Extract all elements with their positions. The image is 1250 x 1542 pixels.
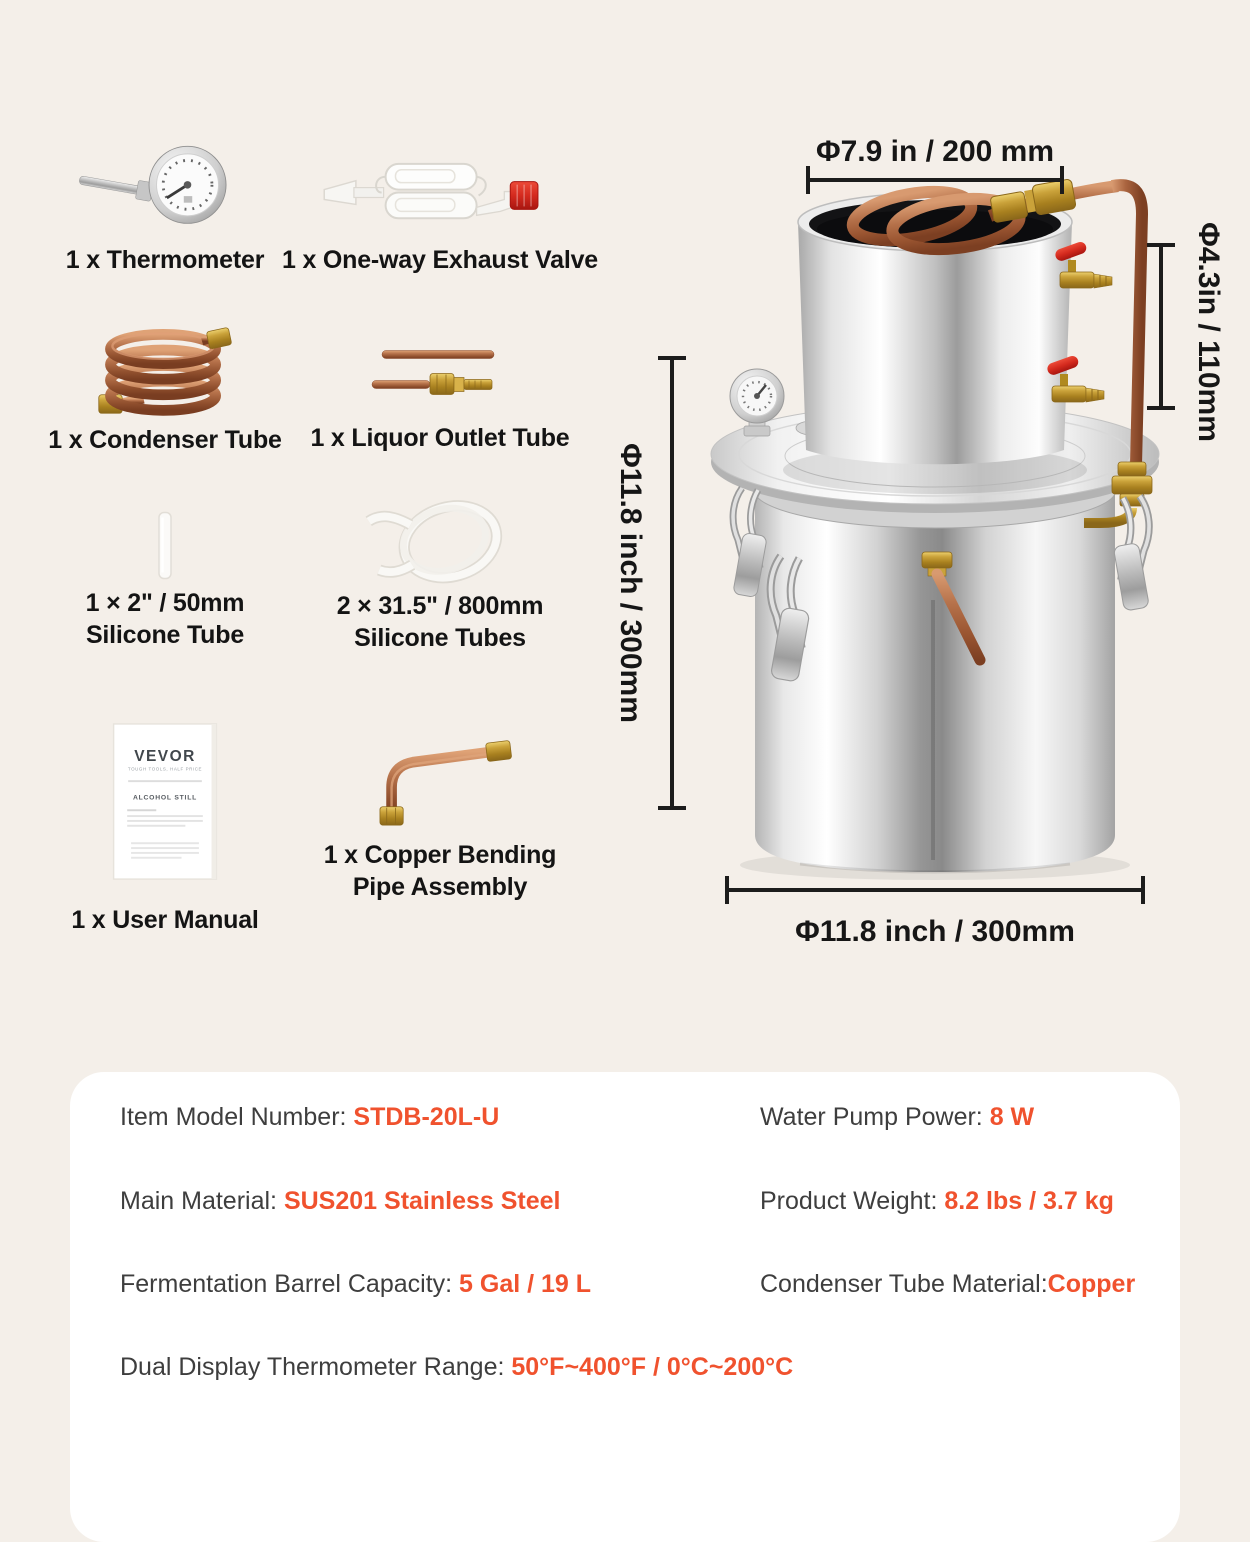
part-silicone-tubes-long-label2: Silicone Tubes (354, 624, 526, 652)
dim-label-left: Φ11.8 inch / 300mm (614, 443, 647, 723)
part-user-manual-label: 1 x User Manual (71, 906, 259, 934)
spec-label: Fermentation Barrel Capacity: (120, 1270, 460, 1298)
condenser-tube-image (85, 312, 245, 424)
dimension-line-left (658, 358, 686, 808)
part-liquor-outlet-tube (290, 330, 590, 454)
dim-label-top: Φ7.9 in / 200 mm (815, 135, 1055, 168)
spec-value: Copper (1047, 1270, 1136, 1298)
spec-value: SUS201 Stainless Steel (283, 1187, 561, 1215)
spec-label: Product Weight: (760, 1187, 945, 1215)
part-condenser-tube (48, 312, 282, 456)
part-thermometer (55, 136, 275, 276)
part-copper-bending-pipe-label2: Pipe Assembly (352, 873, 528, 901)
spec-value: 8.2 lbs / 3.7 kg (944, 1187, 1114, 1215)
spec-label: Water Pump Power: (760, 1103, 990, 1131)
user-manual-image (110, 722, 220, 882)
part-silicone-tube-small-label1: 1 × 2" / 50mm (85, 589, 245, 617)
dim-label-right: Φ4.3in / 110mm (1192, 222, 1225, 442)
manual-title-text: ALCOHOL STILL (132, 794, 198, 802)
liquor-outlet-tube-image (360, 330, 520, 422)
part-silicone-tube-small (55, 505, 275, 651)
thermometer-stem (78, 170, 153, 201)
copper-bending-pipe-image (360, 737, 520, 829)
part-silicone-tube-small-label2: Silicone Tube (85, 621, 245, 649)
part-silicone-tubes-long (290, 490, 590, 654)
silicone-tubes-long-image (350, 490, 530, 590)
part-user-manual (55, 722, 275, 936)
spec-water-pump-power (760, 1100, 1034, 1134)
spec-main-material (120, 1184, 561, 1218)
spec-value: 5 Gal / 19 L (459, 1270, 592, 1298)
spec-label: Item Model Number: (120, 1103, 354, 1131)
condenser-pot (798, 222, 1072, 464)
manual-tagline-text: TOUGH TOOLS, HALF PRICE (127, 766, 203, 772)
part-exhaust-valve (282, 150, 598, 276)
spec-value: 50°F~400°F / 0°C~200°C (511, 1353, 794, 1381)
latch-right (1113, 496, 1149, 611)
one-way-exhaust-valve-image (315, 150, 565, 244)
dimension-line-bottom (727, 876, 1143, 904)
spec-item-model-number (120, 1100, 499, 1134)
part-thermometer-label: 1 x Thermometer (65, 246, 265, 274)
alcohol-still-product-image (560, 120, 1250, 990)
silicone-tube-small-image (145, 505, 185, 587)
dim-label-bottom: Φ11.8 inch / 300mm (795, 915, 1075, 948)
spec-label: Condenser Tube Material: (760, 1270, 1048, 1298)
spec-label: Dual Display Thermometer Range: (120, 1353, 512, 1381)
thermometer-image (65, 136, 265, 244)
spec-condenser-material (760, 1267, 1135, 1301)
specs-card (70, 1072, 1180, 1542)
part-copper-bending-pipe-label1: 1 x Copper Bending (323, 841, 557, 869)
part-liquor-outlet-tube-label: 1 x Liquor Outlet Tube (310, 424, 570, 452)
part-exhaust-valve-label: 1 x One-way Exhaust Valve (282, 246, 598, 274)
part-copper-bending-pipe (290, 737, 590, 903)
spec-thermometer-range (120, 1350, 793, 1384)
spec-fermentation-capacity (120, 1267, 591, 1301)
dimension-line-right (1147, 245, 1175, 408)
spec-value: STDB-20L-U (353, 1103, 500, 1131)
part-condenser-tube-label: 1 x Condenser Tube (48, 426, 282, 454)
spec-product-weight (760, 1184, 1114, 1218)
copper-downpipe (1112, 185, 1142, 465)
spec-value: 8 W (989, 1103, 1035, 1131)
part-silicone-tubes-long-label1: 2 × 31.5" / 800mm (336, 592, 544, 620)
spec-label: Main Material: (120, 1187, 284, 1215)
manual-brand-text: VEVOR (134, 747, 196, 765)
